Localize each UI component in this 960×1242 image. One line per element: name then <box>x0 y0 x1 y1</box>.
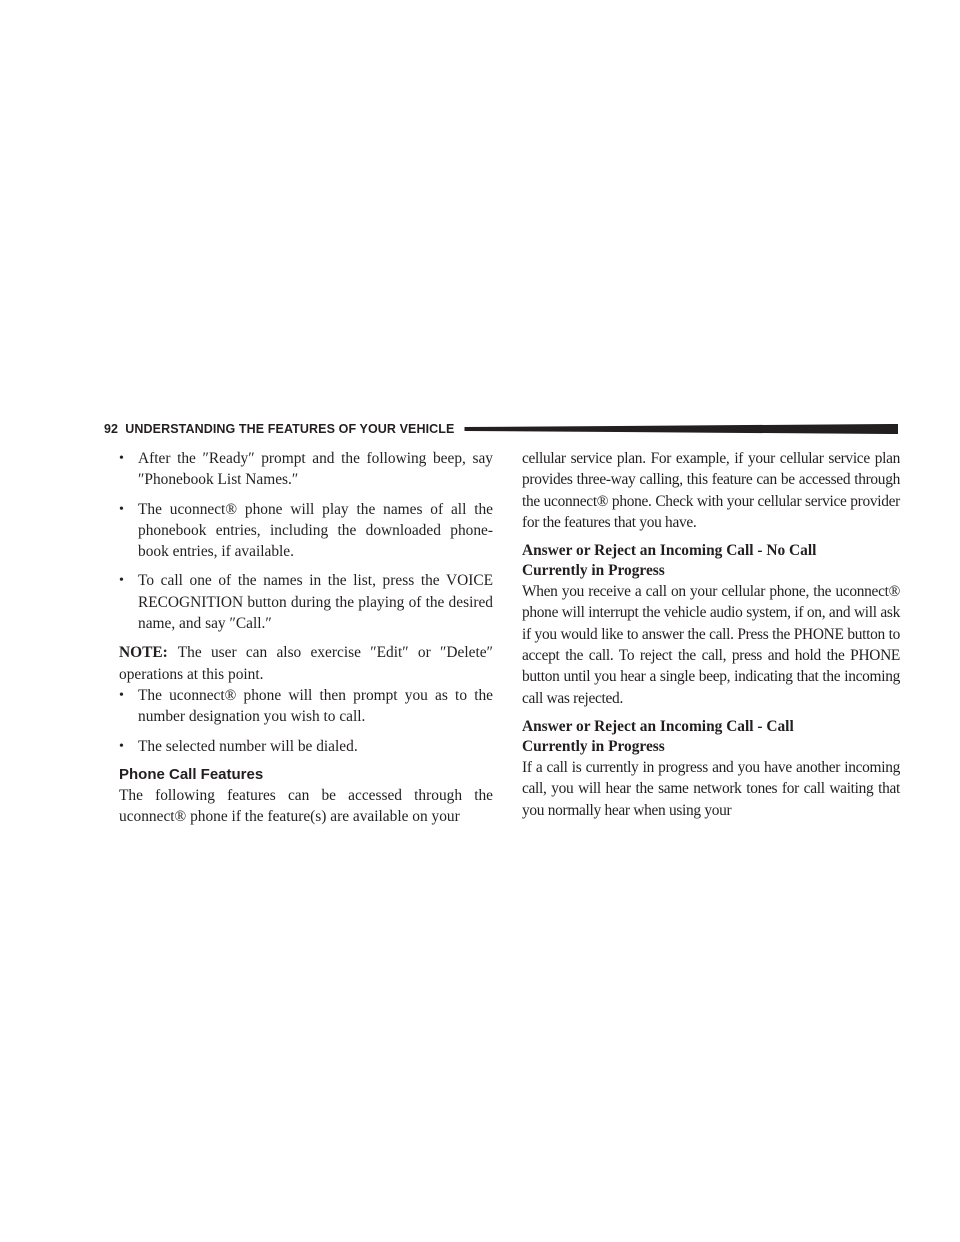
right-column <box>522 448 900 821</box>
bullet-text: After the ″Ready″ prompt and the following beep, say ″Phonebook List Names.″ <box>138 450 493 489</box>
header-rule <box>464 424 898 434</box>
left-column <box>119 448 493 827</box>
subheading-line: Answer or Reject an Incoming Call - Call <box>522 717 794 735</box>
continuation-paragraph: cellular service plan. For example, if your cellular service plan provides three-way calling, this feature can be accessed through the uconnect® phone. Check with your cellular service provider for the features that you have. <box>522 450 900 531</box>
bullet-item <box>119 448 493 491</box>
page-header <box>104 422 898 436</box>
subheading-line: Currently in Progress <box>522 737 665 755</box>
page-number: 92 <box>104 422 119 436</box>
paragraph: The following features can be accessed through the uconnect® phone if the feature(s) are available on your <box>119 786 493 826</box>
note-label: NOTE: <box>119 644 168 662</box>
bullet-item <box>119 736 493 757</box>
subheading-call-in-progress <box>522 717 900 757</box>
paragraph: If a call is currently in progress and you have another incoming call, you will hear the same network tones for call waiting that you normally hear when using your <box>522 758 900 819</box>
note <box>119 642 493 685</box>
note-text: The user can also exercise ″Edit″ or ″Delete″ operations at this point. <box>119 644 493 683</box>
bullet-text: The uconnect® phone will play the names of all the phonebook entries, including the downloaded phone-book entries, if available. <box>138 500 493 561</box>
bullet-icon: • <box>119 687 124 703</box>
running-header <box>104 422 454 436</box>
bullet-item <box>119 499 493 563</box>
paragraph: When you receive a call on your cellular phone, the uconnect® phone will interrupt the vehicle audio system, if on, and will ask if you would like to answer the call. Press the PHONE button to accept the call. To reject the call, press and hold the PHONE button until you hear a single beep, indicating that the incoming call was rejected. <box>522 583 900 707</box>
subheading-line: Currently in Progress <box>522 562 665 580</box>
subheading-no-call <box>522 541 900 581</box>
bullet-icon: • <box>119 738 124 754</box>
section-title: UNDERSTANDING THE FEATURES OF YOUR VEHICLE <box>125 422 455 436</box>
bullet-icon: • <box>119 451 124 466</box>
bullet-item <box>119 685 493 728</box>
bullet-text: To call one of the names in the list, press the VOICE RECOGNITION button during the playing of the desired name, and say ″Call.″ <box>138 572 493 633</box>
bullet-icon: • <box>119 501 124 517</box>
bullet-text: The uconnect® phone will then prompt you as to the number designation you wish to call. <box>138 686 493 726</box>
bullet-text: The selected number will be dialed. <box>138 737 358 755</box>
bullet-icon: • <box>119 573 124 589</box>
bullet-item <box>119 570 493 634</box>
subheading-line: Answer or Reject an Incoming Call - No Call <box>522 542 817 560</box>
section-heading-phone-call-features: Phone Call Features <box>119 765 264 783</box>
